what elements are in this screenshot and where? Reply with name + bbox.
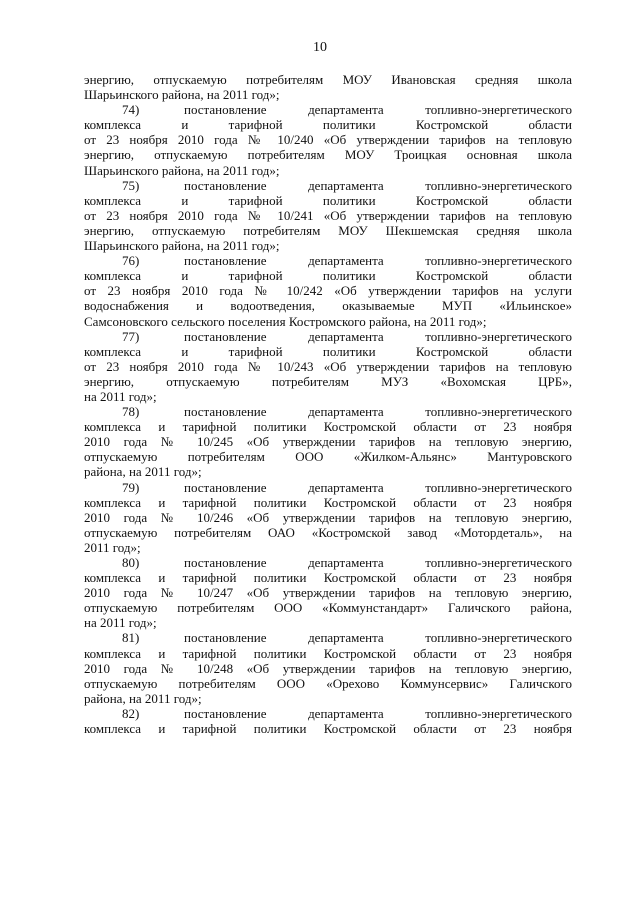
item-number: 75) [122,177,140,193]
text-line: на 2011 год»; [84,615,157,631]
list-item [84,329,572,404]
text-line: комплекса и тарифной политики Костромской области [84,192,572,208]
text-line [84,253,572,268]
text-line: 2010 года № 10/245 «Об утверждении тарифов на тепловую энергию, [84,434,572,450]
item-number: 82) [122,705,140,721]
item-number: 79) [122,479,140,495]
text-line: 2010 года № 10/247 «Об утверждении тарифов на тепловую энергию, [84,585,572,601]
text-line: 2010 года № 10/248 «Об утверждении тарифов на тепловую энергию, [84,660,572,676]
list-item [84,102,572,177]
text-line: комплекса и тарифной политики Костромской области [84,343,572,359]
text-line [84,706,572,721]
text-line: района, на 2011 год»; [84,464,202,480]
text-line [84,329,572,344]
text-line: отпускаемую потребителям ОАО «Костромской завод «Мотордеталь», на [84,524,572,540]
text-line [84,178,572,193]
text-line: комплекса и тарифной политики Костромской области от 23 ноября [84,419,572,435]
item-first-line: постановление департамента топливно-энергетического [184,253,572,269]
text-line [84,630,572,645]
item-number: 77) [122,328,140,344]
document-body [84,72,572,736]
text-line: комплекса и тарифной политики Костромской области от 23 ноября [84,721,572,737]
text-line [84,555,572,570]
text-line: отпускаемую потребителям ООО «Коммунстандарт» Галичского района, [84,600,572,616]
text-line: Самсоновского сельского поселения Костромского района, на 2011 год»; [84,313,487,329]
item-number: 80) [122,555,140,570]
list-item [84,555,572,630]
list-item [84,253,572,328]
text-line: от 23 ноября 2010 года № 10/240 «Об утверждении тарифов на тепловую [84,132,572,148]
text-line: от 23 ноября 2010 года № 10/242 «Об утверждении тарифов на услуги [84,283,572,299]
item-first-line: постановление департамента топливно-энергетического [184,555,572,570]
item-number: 76) [122,253,140,269]
list-item [84,404,572,479]
item-first-line: постановление департамента топливно-энергетического [184,705,572,721]
text-line: 2010 года № 10/246 «Об утверждении тарифов на тепловую энергию, [84,509,572,525]
text-line: отпускаемую потребителям ООО «Жилком-Альянс» Мантуровского [84,449,572,465]
list-item [84,480,572,555]
text-line: комплекса и тарифной политики Костромской области [84,117,572,133]
list-item [84,706,572,736]
text-line: энергию, отпускаемую потребителям МОУ Шекшемская средняя школа [84,222,572,238]
item-number: 81) [122,630,140,646]
item-number: 78) [122,404,140,420]
continued-paragraph [84,72,572,102]
text-line: района, на 2011 год»; [84,690,202,706]
text-line: комплекса и тарифной политики Костромской области от 23 ноября [84,494,572,510]
item-first-line: постановление департамента топливно-энергетического [184,177,572,193]
text-line: 2011 год»; [84,539,141,555]
item-first-line: постановление департамента топливно-энергетического [184,102,572,118]
text-line: Шарьинского района, на 2011 год»; [84,162,280,178]
item-first-line: постановление департамента топливно-энергетического [184,479,572,495]
text-line [84,480,572,495]
text-line: от 23 ноября 2010 года № 10/241 «Об утверждении тарифов на тепловую [84,207,572,223]
text-line: водоснабжения и водоотведения, оказываемые МУП «Ильинское» [84,298,572,314]
page-number: 10 [313,40,327,55]
text-line: от 23 ноября 2010 года № 10/243 «Об утверждении тарифов на тепловую [84,358,572,374]
text-line: комплекса и тарифной политики Костромской области [84,268,572,284]
text-line: комплекса и тарифной политики Костромской области от 23 ноября [84,645,572,661]
text-line: комплекса и тарифной политики Костромской области от 23 ноября [84,570,572,586]
item-first-line: постановление департамента топливно-энергетического [184,630,572,646]
text-line: Шарьинского района, на 2011 год»; [84,238,280,254]
text-line: энергию, отпускаемую потребителям МУЗ «Вохомская ЦРБ», [84,373,572,389]
list-item [84,630,572,705]
item-first-line: постановление департамента топливно-энергетического [184,404,572,420]
list-item [84,178,572,253]
text-line: на 2011 год»; [84,388,157,404]
text-line: отпускаемую потребителям ООО «Орехово Коммунсервис» Галичского [84,675,572,691]
item-first-line: постановление департамента топливно-энергетического [184,328,572,344]
text-line: энергию, отпускаемую потребителям МОУ Ивановская средняя школа [84,72,572,87]
item-number: 74) [122,102,140,118]
text-line: Шарьинского района, на 2011 год»; [84,87,280,103]
text-line [84,102,572,117]
text-line [84,404,572,419]
text-line: энергию, отпускаемую потребителям МОУ Троицкая основная школа [84,147,572,163]
